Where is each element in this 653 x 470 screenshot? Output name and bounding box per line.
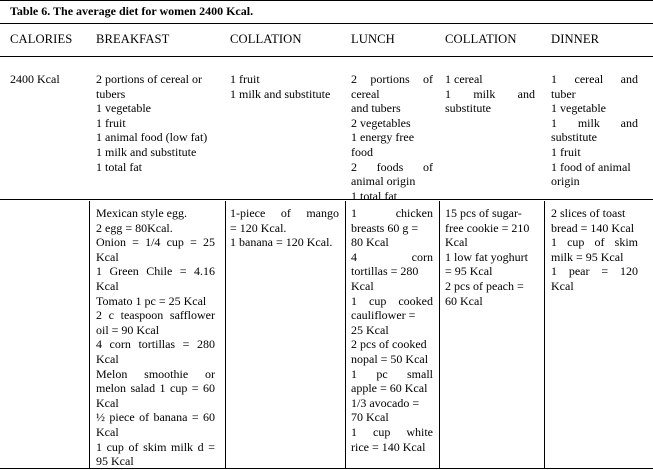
row2-dinner: [551, 206, 638, 294]
table-caption: Table 6. The average diet for women 2400 Kcal.: [10, 4, 254, 18]
cell-line: Kcal: [96, 278, 119, 293]
cell-line: Onion = 1/4 cup = 25: [96, 235, 215, 250]
caption-rule: [0, 23, 653, 24]
cell-line: 1 vegetable: [551, 101, 606, 116]
row2-breakfast: [96, 206, 215, 469]
cell-line: 1 cereal and: [551, 72, 638, 86]
cell-line: cauliflower =: [351, 308, 416, 323]
row1-breakfast: [96, 72, 216, 174]
cell-line: 2 egg = 80Kcal.: [96, 220, 173, 235]
cell-line: Kcal: [351, 278, 374, 293]
cell-line: ½ piece of banana = 60: [96, 410, 215, 425]
column-separator: [89, 201, 90, 468]
row2-collation-2: [445, 206, 537, 308]
header-calories: CALORIES: [10, 32, 73, 46]
cell-line: Tomato 1 pc = 25 Kcal: [96, 293, 207, 308]
cell-line: breasts 60 g =: [351, 220, 419, 235]
cell-line: origin: [551, 174, 580, 189]
row2-collation-1: [230, 206, 339, 250]
header-breakfast: BREAKFAST: [96, 32, 170, 46]
cell-line: 95 Kcal: [96, 454, 134, 469]
cell-line: 70 Kcal: [351, 410, 389, 425]
cell-line: 2 pcs of peach =: [445, 278, 524, 293]
row-divider: [0, 199, 653, 200]
cell-line: substitute: [445, 101, 492, 116]
column-separator: [439, 201, 440, 468]
row1-dinner: [551, 72, 638, 189]
cell-line: 1 pc small: [351, 366, 433, 381]
cell-line: 1 milk and: [551, 115, 638, 130]
cell-line: 80 Kcal: [351, 235, 389, 250]
cell-line: = 95 Kcal: [445, 264, 493, 279]
cell-line: Kcal: [551, 278, 574, 293]
row1-collation-1: [230, 72, 340, 101]
top-rule: [0, 0, 653, 1]
cell-line: = 120 Kcal.: [230, 220, 287, 235]
header-collation-2: COLLATION: [445, 32, 517, 46]
cell-line: 25 Kcal: [351, 322, 389, 337]
cell-line: nopal = 50 Kcal: [351, 351, 429, 366]
cell-line: Kcal: [445, 235, 468, 250]
cell-line: 1 food of animal: [551, 159, 631, 174]
cell-line: 1 banana = 120 Kcal.: [230, 235, 333, 250]
cell-line: tortillas = 280: [351, 264, 419, 279]
header-collation-1: COLLATION: [230, 32, 302, 46]
cell-line: 2 c teaspoon safflower: [96, 308, 215, 323]
cell-line: 15 pcs of sugar-: [445, 206, 522, 220]
cell-line: Kcal: [96, 351, 119, 366]
cell-line: 1/3 avocado =: [351, 395, 420, 410]
header-dinner: DINNER: [551, 32, 600, 46]
cell-line: animal origin: [351, 174, 416, 189]
cell-line: free cookie = 210: [445, 220, 530, 235]
cell-line: 2400 Kcal: [10, 72, 60, 86]
cell-line: 1 milk and substitute: [96, 144, 197, 159]
cell-line: 1 chicken: [351, 206, 433, 220]
cell-line: 1 low fat yoghurt: [445, 249, 528, 264]
cell-line: 2 pcs of cooked: [351, 337, 427, 352]
cell-line: 2 foods of: [351, 159, 433, 174]
row1-calories: [10, 72, 85, 87]
cell-line: 1 cup cooked: [351, 293, 433, 308]
cell-line: 60 Kcal: [445, 293, 483, 308]
column-separator: [225, 201, 226, 468]
column-separator: [544, 201, 545, 468]
cell-line: food: [351, 144, 373, 159]
cell-line: oil = 90 Kcal: [96, 322, 160, 337]
cell-line: 1 total fat: [351, 188, 397, 203]
cell-line: 2 portions of: [351, 72, 433, 86]
cell-line: tuber: [551, 86, 576, 101]
cell-line: 1 cup of skim milk d =: [96, 439, 215, 454]
cell-line: Kcal: [96, 424, 119, 439]
column-separator: [345, 201, 346, 468]
row2-lunch: [351, 206, 433, 454]
cell-line: 1 cup of skim: [551, 235, 638, 250]
cell-line: 1 milk and: [445, 86, 535, 101]
cell-line: and tubers: [351, 101, 401, 116]
cell-line: 2 vegetables: [351, 115, 411, 130]
cell-line: 1 energy free: [351, 130, 415, 145]
cell-line: melon salad 1 cup = 60: [96, 381, 215, 396]
header-rule: [0, 56, 653, 57]
cell-line: Mexican style egg.: [96, 206, 187, 220]
cell-line: milk = 95 Kcal: [551, 249, 624, 264]
cell-line: Kcal: [96, 395, 119, 410]
cell-line: 2 slices of toast: [551, 206, 626, 220]
cell-line: 1 cup white: [351, 424, 433, 439]
cell-line: Kcal: [96, 249, 119, 264]
cell-line: rice = 140 Kcal: [351, 439, 426, 454]
cell-line: 1 cereal: [445, 72, 483, 86]
cell-line: 1 animal food (low fat): [96, 130, 208, 145]
cell-line: 1 Green Chile = 4.16: [96, 264, 215, 279]
cell-line: 1 vegetable: [96, 101, 151, 116]
cell-line: 1 total fat: [96, 159, 142, 174]
cell-line: 1 milk and substitute: [230, 86, 331, 101]
cell-line: 1-piece of mango: [230, 206, 339, 220]
cell-line: 1 fruit: [230, 72, 260, 86]
cell-line: 1 fruit: [96, 115, 126, 130]
cell-line: apple = 60 Kcal: [351, 381, 428, 396]
cell-line: 4 corn tortillas = 280: [96, 337, 215, 352]
cell-line: Melon smoothie or: [96, 366, 215, 381]
cell-line: 1 pear = 120: [551, 264, 638, 279]
header-lunch: LUNCH: [351, 32, 395, 46]
row1-collation-2: [445, 72, 535, 116]
cell-line: bread = 140 Kcal: [551, 220, 635, 235]
row1-lunch: [351, 72, 433, 203]
cell-line: cereal: [351, 86, 380, 101]
cell-line: 1 fruit: [551, 144, 581, 159]
cell-line: 4 corn: [351, 249, 433, 264]
cell-line: tubers: [96, 86, 126, 101]
cell-line: substitute: [551, 130, 598, 145]
cell-line: 2 portions of cereal or: [96, 72, 202, 86]
